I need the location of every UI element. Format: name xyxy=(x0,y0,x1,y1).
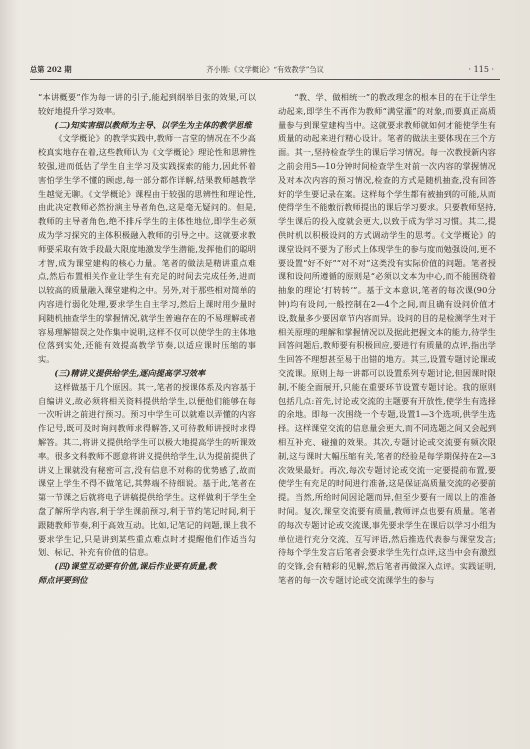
issue-label: 总第 202 期 xyxy=(30,65,72,74)
running-header xyxy=(30,63,500,77)
section-heading-continued: 师点评要到位 xyxy=(38,574,88,585)
header-rule xyxy=(30,79,500,80)
section-heading: (二)知实害细以教师为主导、以学生为主体的教学思维 xyxy=(54,119,252,130)
paragraph: 《文学概论》的教学实践中,教师一言堂的情况在不少高校真实地存在着,这些教师认为《文学概论》理论性和思辨性较强,进而低估了学生自主学习及实践探索的能力,因此怀着害怕学生学不懂的顾虑,每一部分都作详解,结果教师越教学生越觉无聊。《文学概论》课程由于较强的思辨性和理论性,由此决定教师必然扮演主导者角色,这是毫无疑问的。但是,教师的主导者角色,绝不排斥学生的主体性地位,即学生必须成为学习探究的主体积极融入教师的引导之中。这就要求教师要采取有效手段最大限度地激发学生潜能,发挥他们的聪明才智,成为课堂建构的核心力量。笔者的做法是精讲重点难点,然后布置相关作业让学生有充足的时间去完成任务,进而以较高的质量融入课堂建构之中。另外,对于那些相对简单的内容进行弱化处理,要求学生自主学习,然后上课时用少量时间随机抽查学生的掌握情况,就学生普遍存在的不易理解或者容易理解错误之处作集中说明,这样不仅可以使学生的主体地位落到实处,还能有效提高教学节奏,以适应课时压缩的事实。 xyxy=(38,133,256,365)
section-heading: (四)课堂互动要有价值,课后作业要有质量,教 xyxy=(54,561,217,572)
left-column xyxy=(38,91,256,588)
running-title: 齐小刚:《文学概论》“有效教学”刍议 xyxy=(206,65,324,74)
paragraph: “本讲概要”作为每一讲的引子,能起到纲举目张的效果,可以较好地提升学习效率。 xyxy=(38,92,256,116)
page-number: · 115 · xyxy=(468,65,494,74)
paragraph: “教、学、做相统一”的教改理念的根本目的在于让学生动起来,即学生不再作为教师“满堂灌”的对象,而要真正高质量参与到课堂建构当中。这就要求教师就如何才能使学生有质量的动起来进行精心设计。笔者的做法主要体现在三个方面。其一,坚持检查学生的课后学习情况。每一次教授新内容之前会用5—10分钟时间检查学生对前一次内容的掌握情况及对本次内容的预习情况,检查的方式是随机抽查,没有回答好的学生要记录在案。这样每个学生都有被抽到的可能,从而使得学生不能敷衍教师提出的课后学习要求。只要教师坚持,学生课后的投入度就会更大,以致于成为学习习惯。其二,提供时机以积极设问的方式调动学生的思考。《文学概论》的课堂设问不要为了形式上体现学生的参与度而勉强设问,更不要设置“好不好”“对不对”这类没有实际价值的问题。笔者授课和设问所遵循的原则是“必须以文本为中心,而不能围绕着抽象的理论‘打转转’”。基于文本意识,笔者的每次课(90分钟)均有设问,一般控制在2—4个之间,而且确有设问价值才设,数量多少要因章节内容而异。设问的目的是检测学生对于相关原理的理解和掌握情况以及据此把握文本的能力,待学生回答问题后,教师要有积极回应,要进行有质量的点评,指出学生回答不理想甚至易于出错的地方。其三,设置专题讨论课或交流课。原则上每一讲都可以设置系列专题讨论,但因课时限制,不能全面展开,只能在重要环节设置专题讨论。我的原则包括几点:首先,讨论或交流的主题要有开放性,使学生有选择的余地。即每一次围绕一个专题,设置1—3个选项,供学生选择。这样课堂交流的信息量会更大,而不同选题之间又会起到相互补充、碰撞的效果。其次,专题讨论或交流要有频次限制,这与课时大幅压缩有关,笔者的经验是每学期保持在2—3次效果最好。再次,每次专题讨论或交流一定要提前布置,要使学生有充足的时间进行准备,这是保证高质量交流的必要前提。当然,所给时间因论题而异,但至少要有一周以上的准备时间。复次,课堂交流要有质量,教师评点也要有质量。笔者的每次专题讨论或交流课,事先要求学生在课后以学习小组为单位进行充分交流、互写评语,然后推选代表参与课堂发言;待每个学生发言后笔者会要求学生先行点评,这当中会有激烈的交锋,会有精彩的见解,然后笔者再做深入点评。实践证明,笔者的每一次专题讨论或交流课学生的参与 xyxy=(278,92,496,585)
paragraph: 这样做基于几个原因。其一,笔者的授课体系及内容基于自编讲义,故必须将相关资料提供给学生,以便他们能够在每一次听讲之前进行预习。预习中学生可以就难以弄懂的内容作记号,既可及时询问教师求得解答,又可待教师讲授时求得解答。其二,将讲义提供给学生可以极大地提高学生的听课效率。很多文科教师不愿意将讲义提供给学生,认为提前提供了讲义上课就没有秘密可言,没有信息不对称的优势感了,故而课堂上学生不得不做笔记,其弊端不待细说。基于此,笔者在第一节课之后就将电子讲稿提供给学生。这样做利于学生全盘了解所学内容,利于学生课前预习,利于节约笔记时间,利于跟随教师节奏,利于高效互动。比如,记笔记的问题,课上我不要求学生记,只是讲到某些重点难点时才提醒他们作适当勾划、标记、补充有价值的信息。 xyxy=(38,381,256,558)
section-heading: (三)精讲义提供给学生,逐向提高学习效率 xyxy=(54,367,206,378)
right-column xyxy=(278,91,496,588)
